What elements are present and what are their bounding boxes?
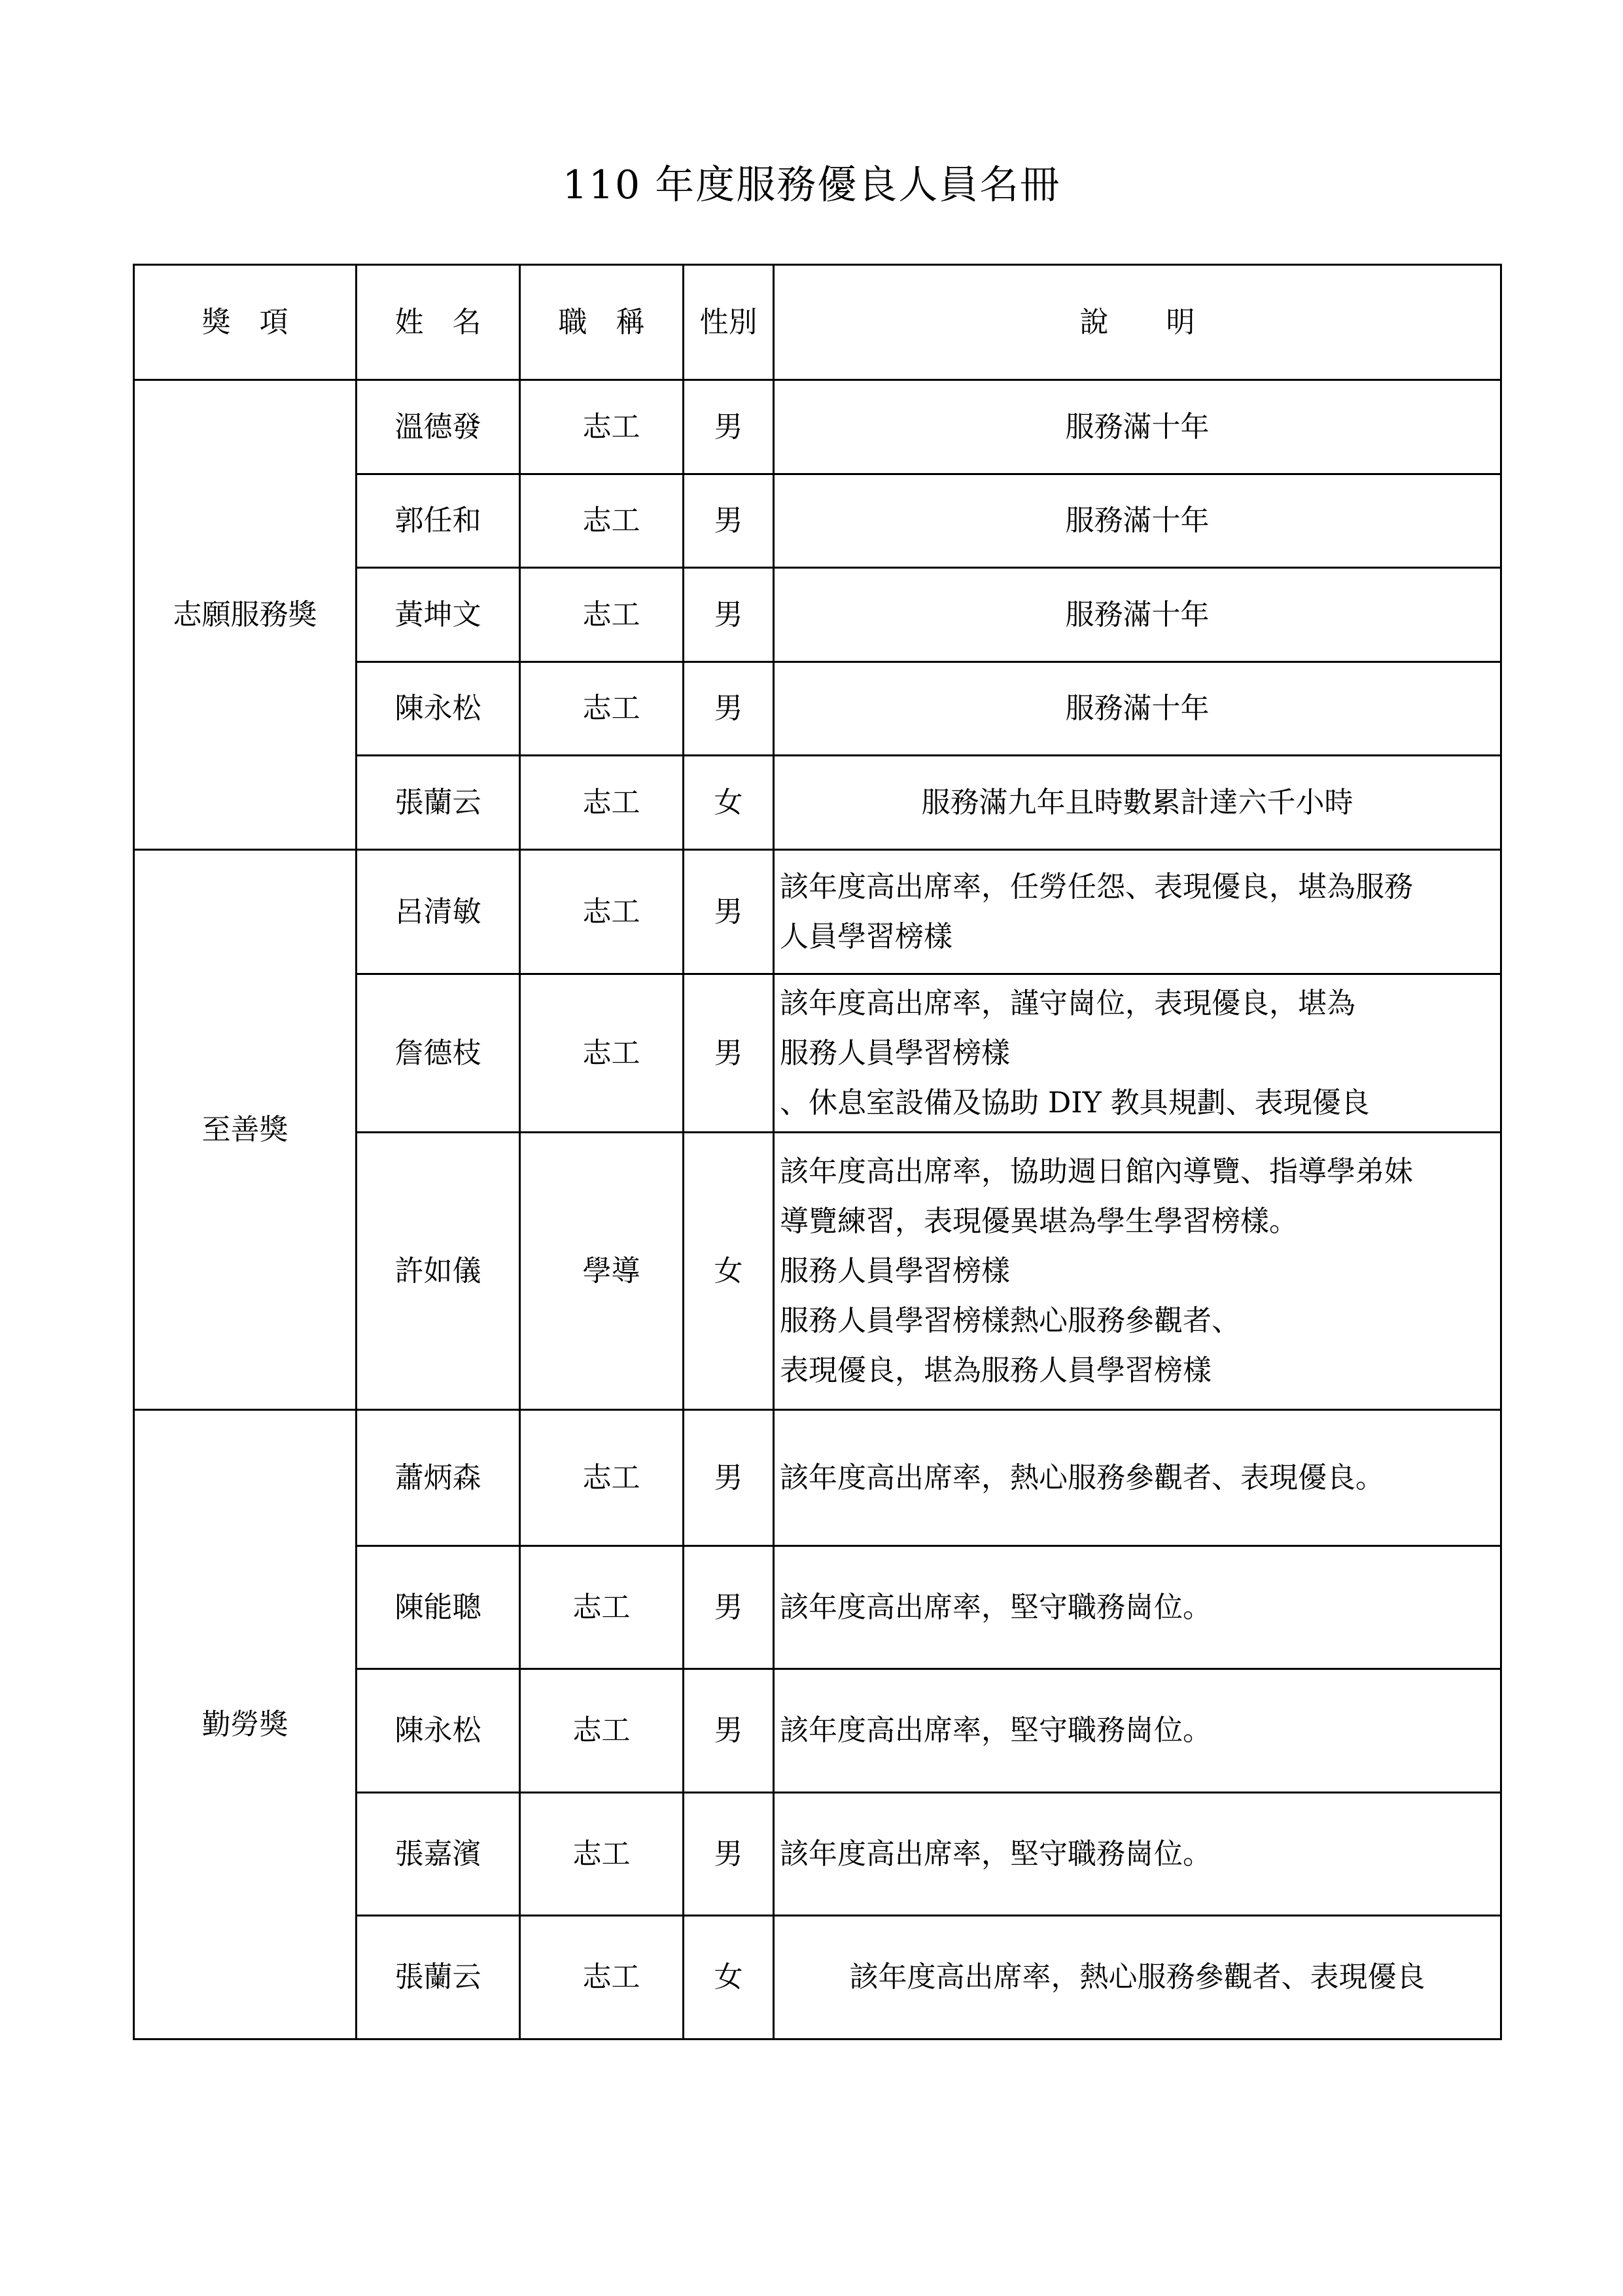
description-line: 表現優良，堪為服務人員學習榜樣: [780, 1353, 1212, 1387]
page-title: 110 年度服務優良人員名冊: [562, 162, 1061, 208]
header-gender: 性別: [684, 265, 774, 380]
award-roster-table: [133, 264, 1502, 2040]
title-cell: 學導: [520, 1133, 684, 1410]
description-cell: [774, 974, 1501, 1133]
name-cell: 許如儀: [357, 1133, 520, 1410]
table-row: [134, 850, 1501, 974]
gender-cell: 男: [684, 380, 774, 474]
description-line: 該年度高出席率，協助週日館內導覽、指導學弟妹: [780, 1154, 1413, 1188]
gender-cell: 女: [684, 1916, 774, 2040]
title-cell: 志工: [520, 474, 684, 568]
title-cell: 志工: [520, 662, 684, 756]
description-cell: [774, 662, 1501, 756]
name-cell: 張蘭云: [357, 1916, 520, 2040]
table-body: [134, 380, 1501, 2040]
name-cell: 詹德枝: [357, 974, 520, 1133]
name-cell: 陳永松: [357, 662, 520, 756]
description-cell: [774, 568, 1501, 662]
description-line: 導覽練習，表現優異堪為學生學習榜樣。: [780, 1204, 1298, 1238]
name-cell: 張嘉濱: [357, 1793, 520, 1916]
title-cell: 志工: [520, 1410, 684, 1546]
description-line: 該年度高出席率，謹守崗位，表現優良，堪為: [780, 986, 1355, 1020]
description-cell: [774, 756, 1501, 850]
description-line: 服務滿十年: [1065, 504, 1210, 537]
title-cell: 志工: [520, 1669, 684, 1793]
title-cell: 志工: [520, 850, 684, 974]
name-cell: 溫德發: [357, 380, 520, 474]
description-line: 服務滿十年: [1065, 692, 1210, 725]
gender-cell: 男: [684, 568, 774, 662]
gender-cell: 女: [684, 1133, 774, 1410]
award-cell: 勤勞獎: [134, 1410, 357, 2040]
description-line: 服務人員學習榜樣: [780, 1036, 1010, 1070]
header-name: 姓 名: [357, 265, 520, 380]
header-title: 職 稱: [520, 265, 684, 380]
table-row: [134, 380, 1501, 474]
description-cell: [774, 380, 1501, 474]
name-cell: 陳能聰: [357, 1546, 520, 1669]
gender-cell: 男: [684, 974, 774, 1133]
description-line: 該年度高出席率，堅守職務崗位。: [780, 1590, 1212, 1624]
description-line: 服務滿十年: [1065, 597, 1210, 631]
description-line: 該年度高出席率，熱心服務參觀者、表現優良: [849, 1960, 1425, 1994]
table-row: [134, 1410, 1501, 1546]
gender-cell: 男: [684, 850, 774, 974]
gender-cell: 男: [684, 474, 774, 568]
description-line: 該年度高出席率，任勞任怨、表現優良，堪為服務: [780, 870, 1413, 904]
name-cell: 黃坤文: [357, 568, 520, 662]
header-description: 說 明: [774, 265, 1501, 380]
title-cell: 志工: [520, 380, 684, 474]
title-cell: 志工: [520, 974, 684, 1133]
award-cell: 至善獎: [134, 850, 357, 1410]
description-line: 、休息室設備及協助 DIY 教具規劃、表現優良: [780, 1086, 1370, 1120]
description-cell: [774, 1410, 1501, 1546]
name-cell: 呂清敏: [357, 850, 520, 974]
description-line: 服務人員學習榜樣: [780, 1254, 1010, 1288]
description-line: 服務滿九年且時數累計達六千小時: [921, 785, 1353, 819]
title-cell: 志工: [520, 756, 684, 850]
title-cell: 志工: [520, 1916, 684, 2040]
description-line: 服務人員學習榜樣熱心服務參觀者、: [780, 1303, 1240, 1337]
description-line: 該年度高出席率，熱心服務參觀者、表現優良。: [780, 1460, 1384, 1494]
description-cell: [774, 850, 1501, 974]
name-cell: 蕭炳森: [357, 1410, 520, 1546]
description-cell: [774, 1793, 1501, 1916]
award-cell: 志願服務獎: [134, 380, 357, 850]
description-line: 該年度高出席率，堅守職務崗位。: [780, 1714, 1212, 1747]
name-cell: 張蘭云: [357, 756, 520, 850]
description-cell: [774, 1546, 1501, 1669]
gender-cell: 男: [684, 1669, 774, 1793]
description-line: 服務滿十年: [1065, 410, 1210, 444]
description-cell: [774, 474, 1501, 568]
title-cell: 志工: [520, 1793, 684, 1916]
table-header-row: [134, 265, 1501, 380]
description-line: 該年度高出席率，堅守職務崗位。: [780, 1837, 1212, 1871]
gender-cell: 男: [684, 662, 774, 756]
title-cell: 志工: [520, 1546, 684, 1669]
name-cell: 郭任和: [357, 474, 520, 568]
gender-cell: 女: [684, 756, 774, 850]
description-cell: [774, 1916, 1501, 2040]
description-cell: [774, 1133, 1501, 1410]
header-award: 獎 項: [134, 265, 357, 380]
gender-cell: 男: [684, 1410, 774, 1546]
title-cell: 志工: [520, 568, 684, 662]
gender-cell: 男: [684, 1546, 774, 1669]
name-cell: 陳永松: [357, 1669, 520, 1793]
gender-cell: 男: [684, 1793, 774, 1916]
description-line: 人員學習榜樣: [780, 919, 952, 953]
description-cell: [774, 1669, 1501, 1793]
